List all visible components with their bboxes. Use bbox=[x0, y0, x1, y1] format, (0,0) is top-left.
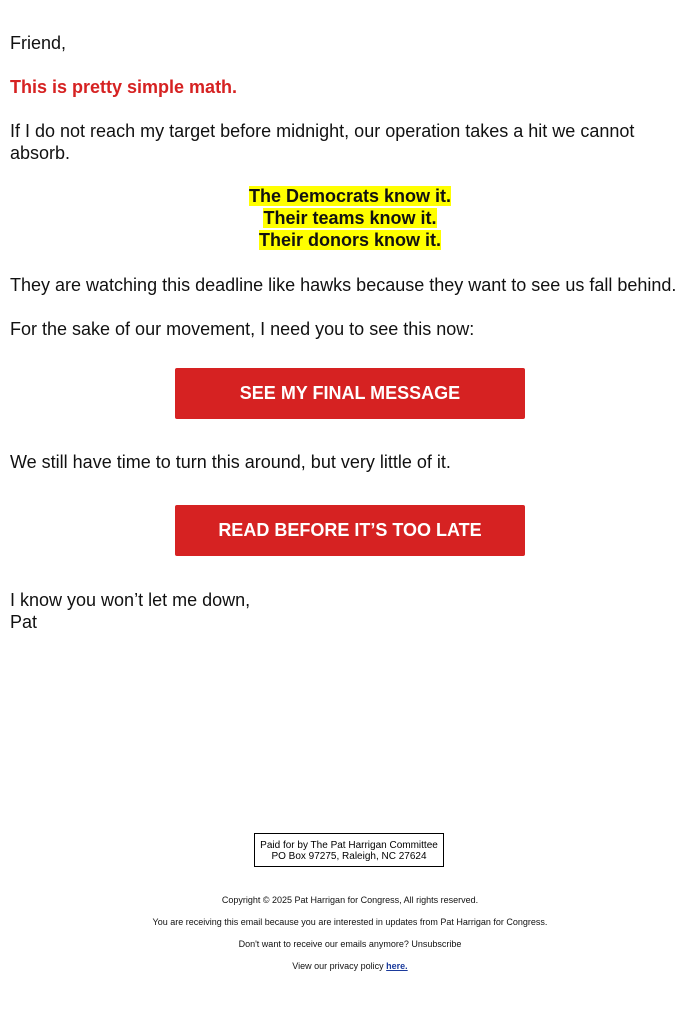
copyright-text: Copyright © 2025 Pat Harrigan for Congress, All rights reserved. bbox=[221, 895, 479, 905]
paragraph-target: If I do not reach my target before midnight, our operation takes a hit we cannot absorb. bbox=[10, 121, 635, 163]
unsubscribe-link[interactable]: Don't want to receive our emails anymore? Unsubscribe bbox=[238, 939, 462, 949]
closing-line: I know you won’t let me down, bbox=[10, 590, 251, 610]
privacy-policy-line bbox=[0, 960, 700, 972]
highlight-line-democrats: The Democrats know it. bbox=[248, 186, 452, 206]
paragraph-time: We still have time to turn this around, but very little of it. bbox=[10, 452, 451, 472]
privacy-policy-link[interactable]: here. bbox=[386, 961, 408, 971]
signature: Pat bbox=[10, 612, 38, 632]
highlight-line-teams: Their teams know it. bbox=[263, 208, 437, 228]
headline: This is pretty simple math. bbox=[10, 77, 238, 97]
paragraph-movement: For the sake of our movement, I need you to see this now: bbox=[10, 319, 475, 339]
privacy-prefix: View our privacy policy bbox=[292, 961, 387, 971]
highlight-line-donors: Their donors know it. bbox=[258, 230, 441, 250]
highlighted-statements bbox=[0, 185, 700, 251]
paid-for-address: PO Box 97275, Raleigh, NC 27624 bbox=[271, 851, 427, 862]
paid-for-line: Paid for by The Pat Harrigan Committee bbox=[260, 840, 438, 851]
greeting: Friend, bbox=[10, 33, 67, 53]
see-final-message-button[interactable]: SEE MY FINAL MESSAGE bbox=[175, 368, 525, 419]
read-before-too-late-button[interactable]: READ BEFORE IT’S TOO LATE bbox=[175, 505, 525, 556]
paragraph-deadline: They are watching this deadline like hawks because they want to see us fall behind. bbox=[10, 275, 677, 295]
paid-for-disclaimer bbox=[254, 833, 444, 867]
receiving-notice: You are receiving this email because you are interested in updates from Pat Harrigan for Congress. bbox=[152, 917, 548, 927]
